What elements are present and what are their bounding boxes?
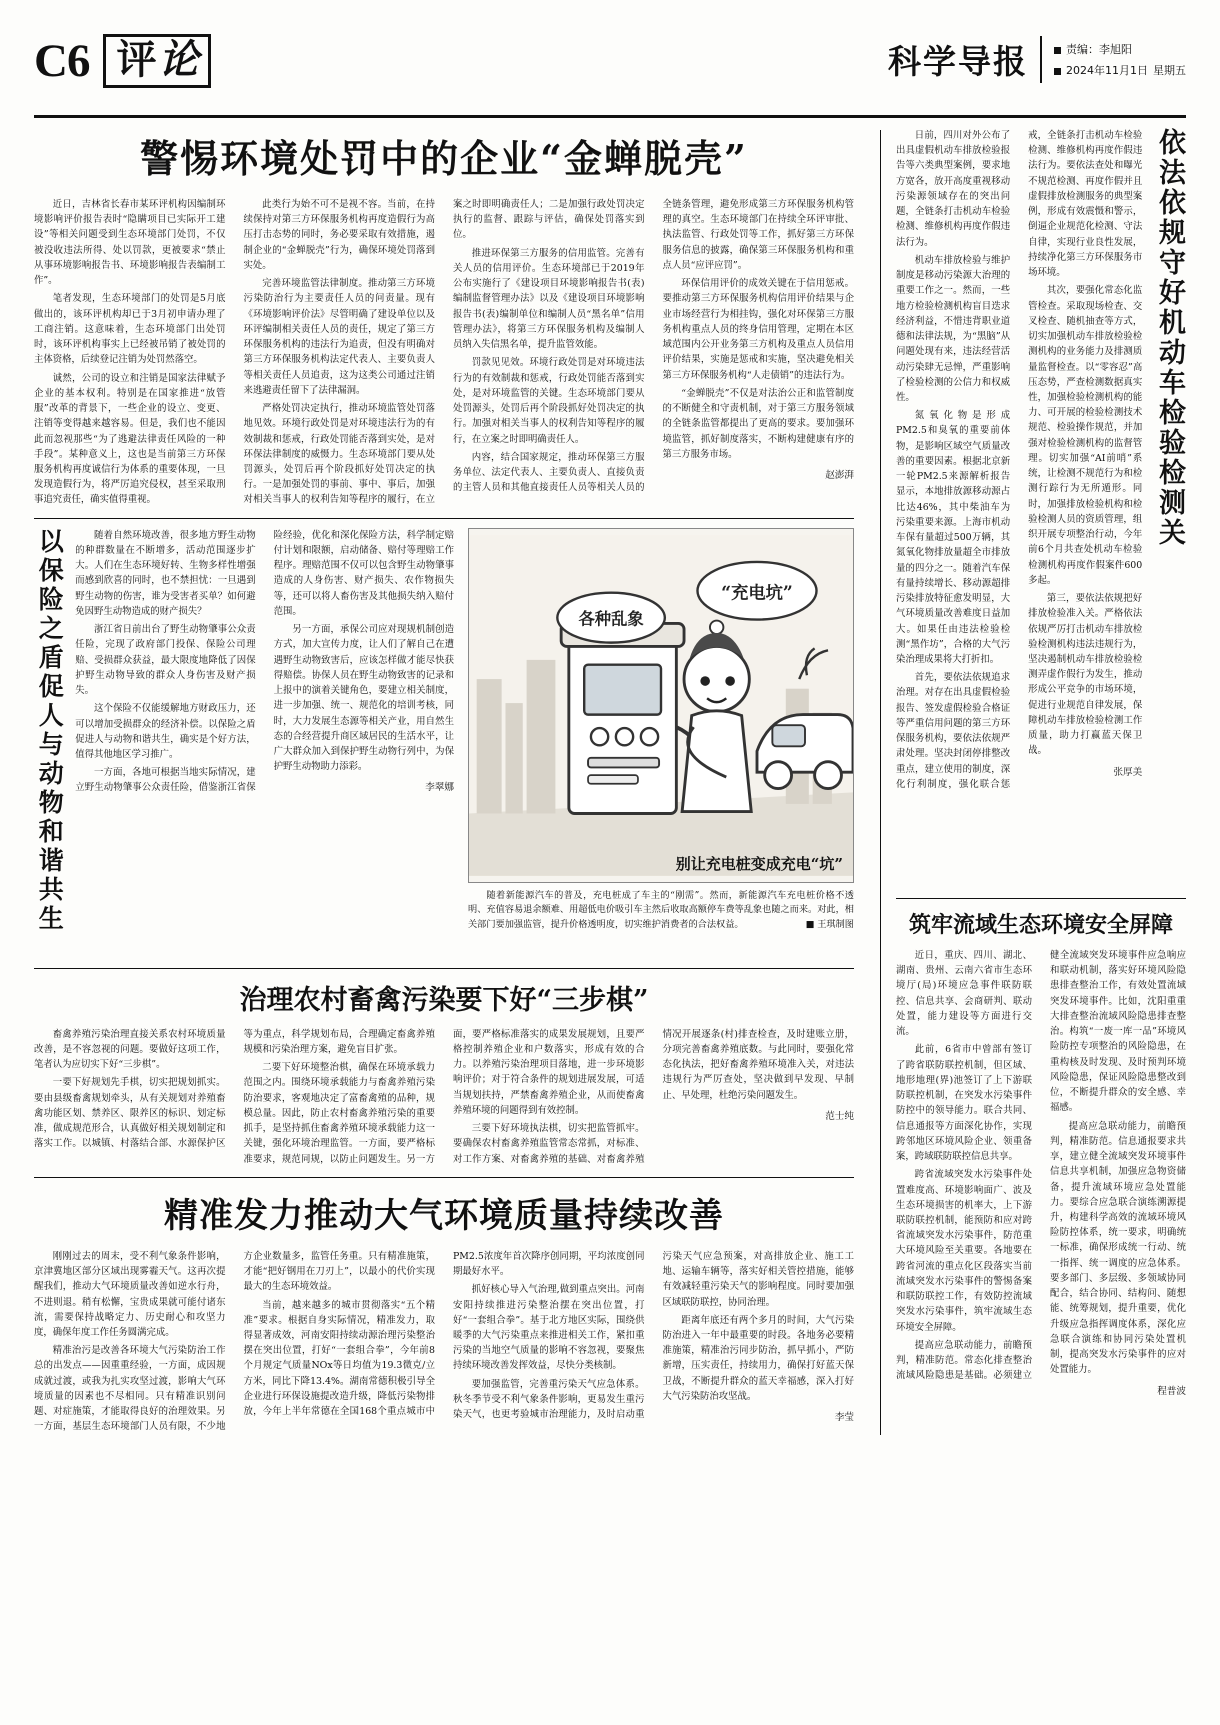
divider: [896, 898, 1186, 899]
paragraph: 畜禽养殖污染治理直接关系农村环境质量改善，是不容忽视的问题。要做好这项工作，笔者认为应切实下好“三步棋”。: [34, 1028, 226, 1071]
paragraph: 近日，重庆、四川、湖北、湖南、贵州、云南六省市生态环境厅(局)环境应急事件联防联控、信息共享、会商研判、联动处置，能力建设等方面进行交流。: [896, 950, 1032, 1038]
paragraph: 机动车排放检验与维护制度是移动污染源大治理的重要工作之一。然而，一些地方检验检测机构盲目迭求经济利益，不惜违背职业道德和法律法规，为“黑脑”从问题处现有来，违法经营活动污染肆无忌惮，严重影响了检验检测的公信力和权威性。: [896, 254, 1011, 403]
story2-body: [75, 528, 454, 958]
page-content: [34, 128, 1186, 1435]
story5-title: 依法依规守好机动车检验检测关: [1154, 128, 1185, 548]
editor-label: 责编：李旭阳: [1066, 43, 1132, 56]
paragraph: 首先，要依法依规追求治理。对存在出具虚假检验报告、签发虚假检验合格证等严重信用问题的第三方环保服务机构，要依法依规严肃处理。坚决封闭停排整改重点，建立使用的制度，深化行利制度，强化联合惩戒，全链条打击机动车检验检测、维修机构再度作假违法行为。要依法查处和曝光不规范检测、再度作假并且虚假排放检测服务的典型案例，形成有效震慑和警示，倒逼企业规范化检测、守法自律，实现行业良性发展，持续净化第三方环保服务市场环境。: [896, 130, 1143, 790]
paragraph: 提高应急联动能力，前瞻预判，精准防范。常态化排查整治流域风险隐患是基础。必须建立健全流域突发环境事件应急响应和联动机制，落实好环境风险隐患排查整治工作，有效处置流域突发环境事件。比如，沈阳重重大排查整治流域风险隐患排查整治。构筑“一废一库一品”环境风险防控专项整治的风险隐患，在重构核及时发现、及时预判环境风险隐患，保证风险隐患整改到位，不断提升群众的安全感、幸福感。: [896, 950, 1186, 1382]
paragraph: 距离年底还有两个多月的时间，大气污染防治进入一年中最重要的时段。各地务必要精准施策，精准治污同步防治，抓早抓小，严防新增，压实责任，持续用力，确保打好蓝天保卫战，不断提升群众的蓝天幸福感，深入打好大气污染防治攻坚战。: [662, 1314, 854, 1402]
paragraph: 一方面，各地可根据当地实际情况，建立野生动物肇事公众责任险，借鉴浙江省保险经验，优化和深化保险方法，科学制定赔付计划和限额，启动储备、赔付等理赔工作程序。理赔范围不仅可以包含野生动物肇事造成的人身伤害、财产损失、农作物损失等，还可以将人畜伤害及其他损失纳入赔付范围。: [75, 529, 454, 794]
paragraph: 严格处罚决定执行，推动环境监管处罚落地见效。环境行政处罚是对环境违法行为的有效制裁和惩戒，行政处罚能否落到实处，是对环保法律制度的威慑力。生态环境部门要从处罚源头，处罚后再个阶段抓好处罚决定的执行。一是加强处罚的事前、事中、事后，加强对相关当事人的权利告知等程序的履行，在立案之时即明确责任人；二是加强行政处罚决定执行的监督、跟踪与评估，确保处罚落实到位。: [243, 199, 645, 506]
masthead-right: [888, 26, 1186, 83]
cartoon-svg: [469, 529, 853, 882]
paragraph: 另一方面，承保公司应对现规机制创造方式，加大宣传力度，让人们了解自己在遭遇野生动物致害后，应该怎样做才能尽快获得赔偿。协保人员在野生动物致害的记录和上报中的演着关键角色，要建立相关制度，进一步加强、统一、规范化的培训考核，同时，大力发展生态源等相关产业，用自然生态的合经营提升商区域居民的生活水平，让广大群众加入到保护野生动物行列中，为保护野生动物助力添彩。: [273, 624, 454, 773]
story3-title: 治理农村畜禽污染要下好“三步棋”: [239, 984, 649, 1016]
paragraph: 近日，吉林省长春市某环评机构因编制环境影响评价报告表时“隐瞒项目已实际开工建设”等相关问题受到生态环境部门处罚，不仅被没收违法所得、处以罚款，更被要求“禁止从事环境影响报告书、环境影响报告表编制工作”。: [34, 199, 226, 287]
bubble-text: “充电坑”: [721, 583, 793, 604]
sign-text: 各种乱象: [578, 609, 644, 629]
section-label-2: 论: [158, 36, 199, 83]
paragraph: 氮氧化物是形成PM2.5和臭氧的重要前体物，是影响区域空气质量改善的重要因素。根据北京新一轮PM2.5来源解析报告显示，本地排放源移动源占比达46%，其中柴油车为污染重要来源。上海市机动车保有量超过500万辆，其氮氧化物排放量超全市排放量的四分之一。随着汽车保有量持续增长、移动源超排污染排放特征愈发明显，大气环境质量改善难度日益加大。如果任由违法检验检测“黑作坊”，合格的大气污染治理成果将大打折扣。: [896, 410, 1011, 665]
section-label-1: 评: [116, 36, 157, 83]
charging-pile-cartoon: [468, 528, 854, 883]
paragraph: 三要下好环境执法棋，切实把监管抓牢。要确保农村畜禽养殖监管常态常抓，对标准、对工作方案、对畜禽养殖的基础、对畜禽养殖情况开展逐条(村)排查检查，及时建账立册，分项完善畜禽养殖底数。与此同时，要强化常态化执法，把好畜禽养殖环境准入关，对违法违规行为严厉查处，坚决做到早发现、早制止、早处理，杜绝污染问题发生。: [453, 1028, 854, 1165]
paragraph: 精准治污是改善各环境大气污染防治工作总的出发点——因重重经验，一方面，成因规成就过渡，或我为扎实攻坚过渡，影响大气环境质量的因素也不尽相同。只有精准识别问题、对症施策，才能取得良好的治理效果。另一方面，基层生态环境部门人员有限，不少地方企业数量多，监管任务重。只有精准施策，才能“把好钢用在刀刃上”，以最小的代价实现最大的生态环境效益。: [34, 1250, 435, 1433]
paragraph: 要加强监管，完善重污染天气应急体系。秋冬季节受不利气象条件影响，更易发生重污染天气，也更考验城市治理能力，及时启动重污染天气应急预案，对高排放企业、施工工地、运输车辆等，落实好相关管控措施，能够有效减轻重污染天气的影响程度。同时要加强区域联防联控，协同治理。: [453, 1250, 854, 1421]
story2-illustration-row: [34, 528, 854, 958]
story3-byline: 范士纯: [825, 1110, 854, 1122]
story5-byline: 张厚美: [1113, 766, 1143, 778]
illustration-credit: ■ 王琪制图: [805, 919, 854, 931]
divider: [34, 1177, 854, 1178]
story3-body: [34, 1027, 854, 1167]
paragraph: 一要下好规划先手棋，切实把规划抓实。要由县级畜禽规划牵头，从有关规划对养殖畜禽功能区划、禁养区、限养区的标识、划定标准，做成规范形合，认真做好相关规划制定和落实工作。以城镇、村落结合部、水源保护区等为重点，科学规划布局，合理确定畜禽养殖规模和污染治理方案，避免盲目扩张。: [34, 1028, 435, 1150]
paragraph: 环保信用评价的成效关键在于信用惩戒。要推动第三方环保服务机构信用评价结果与企业市场经营行为相挂钩，强化对环保第三方服务机构重点人员的终身信用管理，定期在本区域范围内公开业务第三方机构及重点人员信用评价结果，实施是惩戒和实施，坚决避免相关第三方环保服务机构“人走债销”的违法行为。: [662, 278, 854, 381]
story4-body: [34, 1249, 854, 1435]
story6-title: 筑牢流域生态环境安全屏障: [908, 912, 1173, 938]
illustration-text: 随着新能源汽车的普及，充电桩成了车主的“刚需”。然而，新能源汽车充电桩价格不透明、充值容易退余额难、用超低电价吸引车主然后收取高额停车费等乱象也随之而来。对此，相关部门要加强监管，提升价格透明度，切实维护消费者的合法权益。 ■ 王琪制图: [468, 889, 854, 933]
paragraph: 这个保险不仅能缓解地方财政压力，还可以增加受损群众的经济补偿。以保险之盾促进人与动物和谐共生，确实是个好方法，值得其他地区学习推广。: [75, 703, 256, 760]
paragraph: 抓好核心导入气治理,做到重点突出。河南安阳持续推进污染整治摆在突出位置，打好“一套组合拳”。基于北方地区实际，围绕供暖季的大气污染重点来推进相关工作，紧扣重污染的当地空气质量的影响不容忽视，要聚焦持续环境改善发挥效益，尽快分类核制。: [453, 1284, 645, 1372]
paragraph: 二要下好环境整治棋，确保在环境承载力范围之内。围绕环境承载能力与畜禽养殖污染防治要求，客观地决定了富畜禽殖的品种，规模总量。因此，防止农村畜禽养殖污染的重要抓手，是坚持抓住畜禽养殖环境承载能力这一关键，强化环境治理监管。一方面，要严格标准要求，规范同规，以防止问题发生。另一方面，要严格标准落实的成果发展规划，且要严格控制养殖企业和户数落实，形成有效的合力。以养殖污染治理项目落地，进一步环境影响评价；对于符合条件的规划进展发展，可适当规划扶持，严禁畜禽养殖企业，从而使畜禽养殖环境的问题得到有效控制。: [243, 1028, 645, 1165]
issue-weekday: 星期五: [1153, 63, 1186, 77]
divider: [34, 518, 854, 519]
story5-body: [896, 128, 1142, 792]
paragraph: 日前，四川对外公布了出具虚假机动车排放检验报告等六类典型案例，要求地方宽各，放开高度重视移动污染源领域存在的突出问题，全链条打击机动车检验检测、维修机构再度作假违法行为。: [896, 130, 1011, 248]
story1-byline: 赵澎湃: [825, 469, 854, 481]
story1-body: [34, 197, 854, 508]
paragraph: 随着自然环境改善，很多地方野生动物的种群数量在不断增多，活动范围逐步扩大。人们在生态环境好转、生物多样性增强而感到欣喜的同时，也不禁担忧：一旦遇到野生动物的伤害，谁为受害者买单？如何避免因野生动物造成的财产损失？: [75, 529, 256, 617]
paragraph: 当前，越来越多的城市贯彻落实“五个精准”要求。根据自身实际情况，精准发力，取得显著成效，河南安阳持续动源治理污染整治摆在突出位置，打好“一套组合拳”，今年前8个月规定气质量NOx等日均值为19.3微克/立方米，同比下降13.4%。湖南常德积极引导全企业进行环保设施提改造升级，降低污染物排放，今年上半年常德在全国168个重点城市中PM2.5浓度年首次降序创同期，平均浓度创同期最好水平。: [243, 1250, 645, 1418]
column-divider: [880, 130, 881, 1435]
paragraph: 完善环境监管法律制度。推动第三方环境污染防治行为主要责任人员的问责量。现有《环境影响评价法》尽管明确了建设单位以及环评编制相关责任人员的责任，规定了第三方环保服务机构的违法行为追责，但没有明确对第三方环保服务机构法定代表人、主要负责人等相关责任人员追责，这为这类公司通过注销来逃避责任留下了法律漏洞。: [243, 278, 435, 396]
paragraph: 推进环保第三方服务的信用监管。完善有关人员的信用评价。生态环境部已于2019年公布实施行了《建设项目环境影响报告书(表)编制监督管理办法》以及《建设项目环境影响报告书(表)编制单位和编制人员“黑名单”信用管理办法》，将第三方环保服务机构及编制人员纳入失信黑名单，提升监管效能。: [453, 247, 645, 351]
issue-date: 2024年11月1日: [1066, 63, 1148, 77]
paragraph: 刚刚过去的周末，受不利气象条件影响，京津冀地区部分区域出现雾霾天气。这再次提醒我们，推动大气环境质量改善如逆水行舟，不进则退。稍有松懈，宝贵成果就可能付诸东流，需要保持战略定力、历史耐心和攻坚力度，确保年度工作任务圆满完成。: [34, 1250, 226, 1338]
paragraph: 提高应急联动能力，前瞻预判，精准防范。信息通报要求共享，建立健全流域突发环境事件信息共享机制，加强应急物资储备，提升流域环境应急处置能力。要综合应急联合演练溯源提升，构建科学高效的流域环境风险防控体系，统一要求，明确统一标准，确保形成统一行动、统一指挥、统一调度的应急体系。要多部门、多层级、多领域协同配合，结合协同、结构问、随想能、统筹规划，提升重要，优化升级应急指挥调度体系，深化应急联合演练和协同污染处置机制，提高突发水污染事件的应对处置能力。: [1050, 1120, 1186, 1376]
story2-title: 以保险之盾促人与动物和谐共生: [35, 527, 65, 934]
paper-logo: 科学导报: [888, 36, 1042, 83]
story4-title: 精准发力推动大气环境质量持续改善: [164, 1195, 724, 1236]
paragraph: “金蝉脱壳”不仅是对法治公正和监管制度的不断健全和守责机制，对于第三方服务领域的全链条监管都提出了更高的要求。要加强环境监管，抓好制度落实，不断构建健康有序的第三方服务市场。: [662, 387, 854, 460]
paragraph: 此前，6省市中曾部有签订了跨省联防联控机制，但区域、地形地理(界)池签订了上下游联防联控机制，在突发水污染事件防控中的领导能力。联合共同、信息通报等方面深化协作，实现跨邻地区环境风险企业、领重备案，跨域联防联控信息共享。: [896, 1044, 1032, 1163]
masthead: [34, 26, 1186, 118]
bullet-icon: [1054, 47, 1061, 54]
main-column: [34, 128, 854, 1435]
paragraph: 此类行为始不可不是视不容。当前，在持续保持对第三方环保服务机构再度造假行为高压打击态势的同时，务必要采取有效措施，遏制企业的“金蝉脱壳”行为，确保环境处罚落到实处。: [243, 199, 435, 271]
story1-title: 警惕环境处罚中的企业“金蝉脱壳”: [140, 136, 748, 181]
article-environment-penalty: [34, 128, 854, 508]
illustration-block: [468, 528, 854, 942]
story6-byline: 程普波: [1157, 1385, 1186, 1397]
story2-byline: 李翠娜: [425, 782, 454, 794]
paragraph: 第三，要依法依规把好排放检验准入关。严格依法依规严厉打击机动车排放检验检测机构违法违规行为，坚决遏制机动车排放检验检测弄虚作假行为发生，推动形成公平竞争的市场环境，促进行业规范自律发展，保障机动车排放检验检测工作质量，助力打赢蓝天保卫战。: [1028, 593, 1143, 757]
story6-body: [896, 948, 1186, 1397]
paragraph: 笔者发现，生态环境部门的处罚是5月底做出的，该环评机构却已于3月初申请办理了工商注销。这意味着，生态环境部门出处罚时，该环评机构事实上已经被吊销了被处罚的主体资格，后续登记注销为处罚然落空。: [34, 293, 226, 366]
issue-meta: [1054, 40, 1186, 82]
article-watershed-safety: [896, 908, 1186, 1397]
story4-byline: 李莹: [834, 1412, 854, 1424]
paragraph: 其次，要强化常态化监管检查。采取现场检查、交叉检查、随机抽查等方式，切实加强机动车排放检验检测机构的业务能力及排测质量监督检查。以“零容忍”高压态势，严查检测数据真实性，加强检验检测机构的能力、可开展的检验检测技术规范、检验操作规范，并加强对检验检测机构的监督管理。切实加强“AI前哨”系统，让检测不规范行为和检测行踪行为无所遁形。同时，加强排放检验机构和检验检测人员的资质管理，组织开展专项整治行动，今年前6个月共查处机动车检验检测机构再度作假案件600多起。: [1028, 285, 1143, 586]
right-column: [896, 128, 1186, 1397]
article-livestock-pollution: [34, 978, 854, 1167]
illustration-caption: 别让充电桩变成充电“坑”: [675, 854, 843, 873]
article-air-quality: [34, 1188, 854, 1435]
page-number: C6: [34, 35, 90, 87]
bullet-icon: [1054, 68, 1061, 75]
paragraph: 浙江省日前出台了野生动物肇事公众责任险，完现了政府部门投保、保险公司理赔、受损群众获益，最大限度地降低了因保护野生动物导致的群众人身伤害及财产损失。: [75, 624, 256, 697]
paragraph: 跨省流域突发水污染事件处置难度高、环境影响面广、波及生态环境损害的机率大，上下游联防联控机制，能预防和应对跨省流域突发水污染事件，防范重大环境风险至关重要。各地要在跨省河流的重点化区段落实当前流域突发水污染事件的警惕备案和联防联控工作，有效防控流域突发水污染事件，筑牢流域生态环境安全屏障。: [896, 1169, 1032, 1333]
paragraph: 罚款见见效。环境行政处罚是对环境违法行为的有效制裁和惩戒，行政处罚能否落到实处，是对环境监管的关键。生态环境部门要从处罚源头，处罚后再个阶段抓好处罚决定的执行。加强对相关当事人的权利告知等程序的履行，在立案之时即明确责任人。: [453, 357, 645, 445]
paragraph: 诚然，公司的设立和注销是国家法律赋予企业的基本权利。特别是在国家推进“放管服”改革的背景下，一些企业的设立、变更、注销等变得越来越容易。但是，我们也不能因此而忽视那些“为了逃避法律责任风险的一种手段”。某种意义上，这也是当前第三方环保服务机构再度诚信行为体系的重要体现，一旦发现造假行为，将严厉追究侵权，甚至采取刑事追究责任，确实值得重视。: [34, 372, 226, 506]
section-badge: [103, 34, 211, 88]
article-vehicle-inspection: [896, 128, 1186, 888]
article-wildlife-insurance: [34, 528, 454, 958]
divider: [34, 968, 854, 969]
paragraph: 内容，结合国家规定，推动环保第三方服务单位、法定代表人、主要负责人、直接负责的主管人员和其他直接责任人员等相关人员的全链条管理，避免形成第三方环保服务机构管理的真空。生态环境部门在持续全环评审批、执法监管、行政处罚等工作，抓好第三方环保服务信息的披露，确保第三环保服务机构和重点人员“应评应罚”。: [453, 199, 854, 494]
